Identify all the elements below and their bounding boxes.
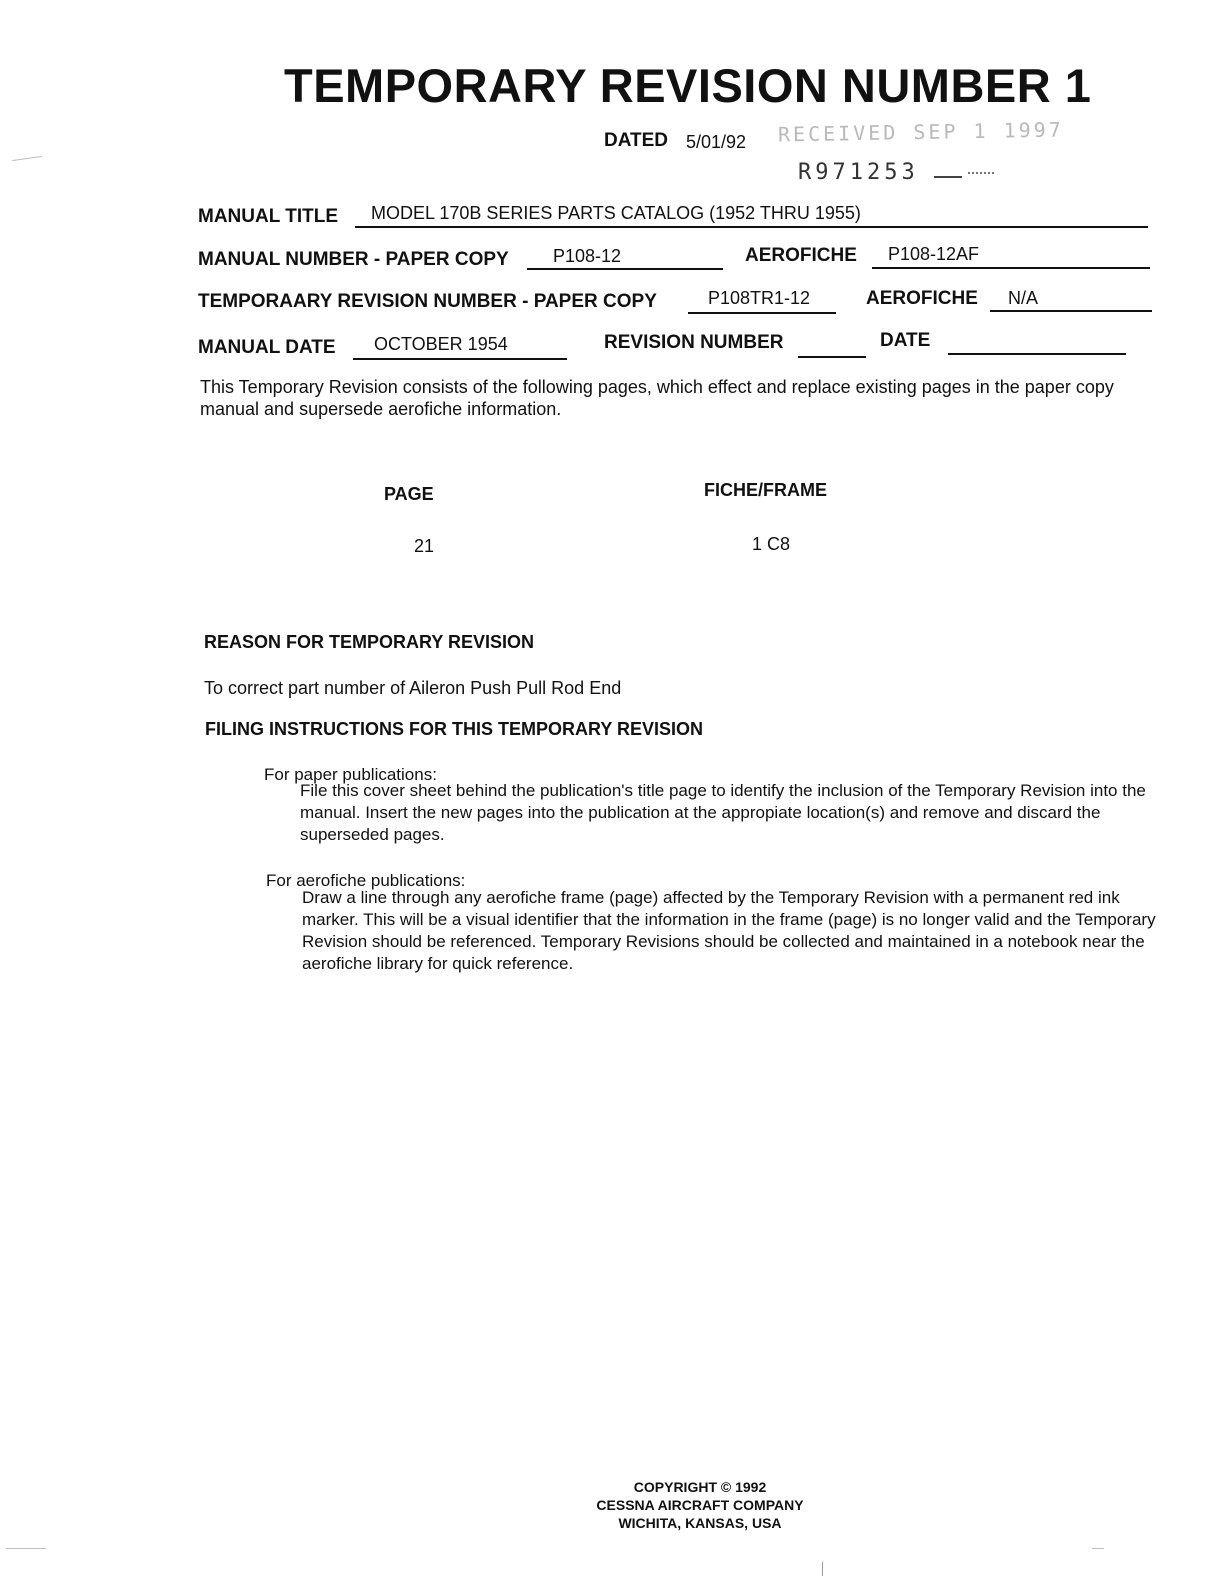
revision-number-underline — [798, 356, 866, 358]
copyright-line: COPYRIGHT © 1992 — [633, 1479, 767, 1495]
received-stamp: RECEIVED SEP 1 1997 — [777, 117, 1064, 147]
revision-number-label: REVISION NUMBER — [604, 332, 784, 353]
temp-revision-aerofiche-underline — [990, 310, 1152, 312]
manual-number-label: MANUAL NUMBER - PAPER COPY — [198, 249, 509, 270]
date-underline — [948, 353, 1126, 355]
document-title: TEMPORARY REVISION NUMBER 1 — [284, 59, 1092, 112]
table-cell-page: 21 — [414, 536, 435, 556]
reason-heading: REASON FOR TEMPORARY REVISION — [204, 632, 535, 652]
manual-title-label: MANUAL TITLE — [198, 206, 339, 227]
temp-revision-number-underline — [688, 312, 836, 314]
manual-date-value: OCTOBER 1954 — [374, 334, 508, 354]
manual-number-aerofiche-label: AEROFICHE — [745, 245, 857, 266]
intro-paragraph: This Temporary Revision consists of the following pages, which effect and replace existing pages in the paper copy manual and supersede aerofiche information. — [200, 377, 1114, 419]
temp-revision-number-label: TEMPORAARY REVISION NUMBER - PAPER COPY — [198, 291, 657, 312]
location-line: WICHITA, KANSAS, USA — [618, 1515, 782, 1531]
reason-text: To correct part number of Aileron Push Pull Rod End — [204, 678, 622, 698]
paper-publications-text: File this cover sheet behind the publication's title page to identify the inclusion of the Temporary Revision into the manual. Insert the new pages into the publication at the appropiate location(s) and remove and discard the superseded pages. — [300, 781, 1146, 844]
fiche-frame-column-header: FICHE/FRAME — [704, 480, 827, 500]
filing-heading: FILING INSTRUCTIONS FOR THIS TEMPORARY REVISION — [205, 719, 704, 739]
company-line: CESSNA AIRCRAFT COMPANY — [596, 1497, 804, 1513]
manual-number-aerofiche-value: P108-12AF — [888, 244, 980, 264]
manual-date-underline — [353, 358, 567, 360]
scan-mark — [822, 1562, 823, 1576]
scan-mark — [1092, 1548, 1104, 1549]
manual-title-value: MODEL 170B SERIES PARTS CATALOG (1952 THRU 1955) — [371, 203, 861, 223]
temp-revision-number-value: P108TR1-12 — [708, 288, 811, 308]
stamp-number: R971253 — [798, 160, 919, 185]
manual-number-underline — [527, 268, 723, 270]
manual-number-aerofiche-underline — [872, 267, 1150, 269]
manual-number-value: P108-12 — [553, 246, 622, 266]
dated-value: 5/01/92 — [686, 132, 747, 152]
temp-revision-aerofiche-label: AEROFICHE — [866, 288, 978, 309]
footer-block — [560, 1478, 840, 1532]
dated-label: DATED — [604, 130, 669, 151]
aerofiche-publications-text: Draw a line through any aerofiche frame (page) affected by the Temporary Revision with a permanent red ink marker. This will be a visual identifier that the information in the frame (page) is no longer valid and the Temporary Revision should be referenced. Temporary Revisions should be collected and maintained in a notebook near the aerofiche library for quick reference. — [302, 888, 1156, 973]
stamp-dash-2 — [968, 172, 994, 174]
aerofiche-publications-label: For aerofiche publications: — [266, 871, 466, 890]
manual-title-underline — [355, 226, 1148, 228]
manual-date-label: MANUAL DATE — [198, 337, 336, 358]
scan-mark — [6, 1548, 46, 1549]
table-cell-fiche-frame: 1 C8 — [752, 534, 791, 554]
paper-publications-label: For paper publications: — [264, 765, 437, 784]
date-label: DATE — [880, 330, 931, 351]
stamp-dash — [934, 176, 962, 178]
scan-mark — [12, 156, 42, 161]
page-column-header: PAGE — [384, 484, 434, 504]
temp-revision-aerofiche-value: N/A — [1008, 288, 1039, 308]
